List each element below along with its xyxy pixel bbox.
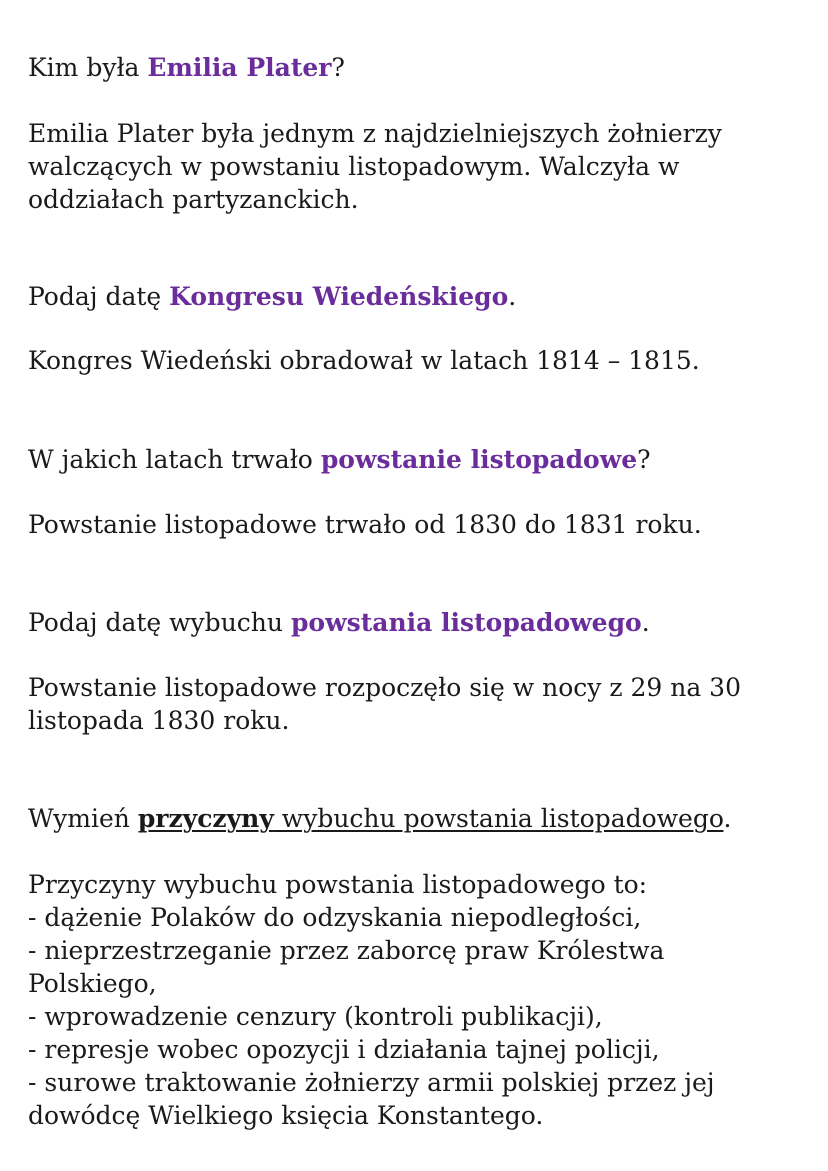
question-3-highlight: powstanie listopadowe: [320, 445, 638, 474]
question-5-prefix: Wymień: [28, 804, 138, 833]
answer-1-line: Emilia Plater była jednym z najdzielniejszych żołnierzy: [28, 119, 722, 148]
question-3-suffix: ?: [637, 445, 651, 474]
question-4-highlight: powstania listopadowego: [290, 608, 642, 637]
answer-1-line: walczących w powstaniu listopadowym. Walczyła w: [28, 152, 680, 181]
answer-2-line: Kongres Wiedeński obradował w latach 1814 – 1815.: [28, 346, 700, 375]
answer-5: [28, 868, 715, 1132]
question-2-highlight: Kongresu Wiedeńskiego: [169, 282, 509, 311]
question-1-prefix: Kim była: [28, 53, 148, 82]
answer-5-line: Polskiego,: [28, 969, 157, 998]
question-3-prefix: W jakich latach trwało: [28, 445, 321, 474]
question-1: [28, 51, 345, 84]
answer-5-line: - wprowadzenie cenzury (kontroli publikacji),: [28, 1002, 603, 1031]
answer-5-line: - nieprzestrzeganie przez zaborcę praw Królestwa: [28, 936, 665, 965]
answer-5-line: - dążenie Polaków do odzyskania niepodległości,: [28, 903, 642, 932]
answer-1-line: oddziałach partyzanckich.: [28, 185, 359, 214]
question-2-prefix: Podaj datę: [28, 282, 170, 311]
answer-5-line: - surowe traktowanie żołnierzy armii polskiej przez jej: [28, 1068, 715, 1097]
question-3: [28, 443, 651, 476]
question-5: [28, 802, 731, 835]
answer-2: [28, 344, 700, 377]
answer-5-line: - represje wobec opozycji i działania tajnej policji,: [28, 1035, 660, 1064]
question-5-suffix: .: [723, 804, 732, 833]
question-4-prefix: Podaj datę wybuchu: [28, 608, 291, 637]
question-4-suffix: .: [641, 608, 650, 637]
answer-3: [28, 508, 702, 541]
question-5-underlined: wybuchu powstania listopadowego: [273, 804, 724, 833]
answer-3-line: Powstanie listopadowe trwało od 1830 do 1831 roku.: [28, 510, 702, 539]
question-5-highlight: przyczyny: [137, 804, 274, 833]
question-1-suffix: ?: [331, 53, 345, 82]
answer-4-line: Powstanie listopadowe rozpoczęło się w nocy z 29 na 30: [28, 673, 741, 702]
answer-4: [28, 671, 741, 737]
question-1-highlight: Emilia Plater: [147, 53, 332, 82]
question-2: [28, 280, 516, 313]
answer-5-line: dowódcę Wielkiego księcia Konstantego.: [28, 1101, 544, 1130]
answer-1: [28, 117, 722, 216]
question-4: [28, 606, 650, 639]
question-2-suffix: .: [508, 282, 517, 311]
answer-5-line: Przyczyny wybuchu powstania listopadowego to:: [28, 870, 648, 899]
answer-4-line: listopada 1830 roku.: [28, 706, 290, 735]
